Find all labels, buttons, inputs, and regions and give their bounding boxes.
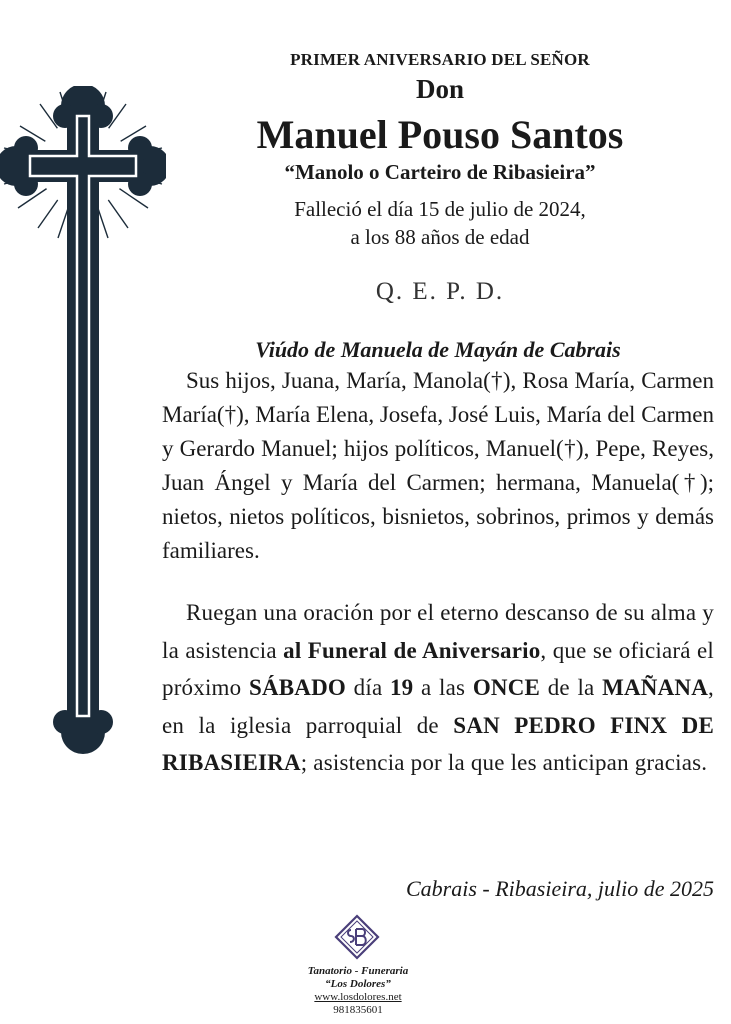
funeral-home-type: Tanatorio - Funeraria [307,965,409,977]
prayer-bold: al Funeral de Aniversario [283,637,541,663]
footer [258,965,458,1017]
phone-number: 981835601 [333,1004,383,1016]
family-paragraph: Sus hijos, Juana, María, Manola(†), Rosa María, Carmen María(†), María Elena, Josefa, José Luis, María del Carmen y Gerardo Manuel; hijos políticos, Manuel(†), Pepe, Reyes, Juan Ángel y María del Carmen; hermana, Manuela(†); nietos, nietos políticos, bisnietos, sobrinos, primos y demás familiares. [162,368,714,563]
cross-icon [0,86,166,758]
prayer-text: de la [540,675,603,700]
prayer-bold: ONCE [472,675,541,700]
age-at-death: a los 88 años de edad [350,225,530,249]
prayer-text: , que se oficiará el próximo [162,637,714,700]
funeral-home-logo-icon [334,914,380,960]
prayer-bold: MAÑANA [602,675,709,700]
prayer-bold: SAN PEDRO FINX DE RIBASIEIRA [162,712,714,775]
nickname: “Manolo o Carteiro de Ribasieira” [284,160,596,184]
prayer-text: ; asistencia por la que les anticipan gracias. [300,750,708,775]
qepd: Q. E. P. D. [375,278,505,305]
website-link[interactable]: www.losdolores.net [314,991,402,1003]
prayer-text: Ruegan una oración por el eterno descanso de su alma y la asistencia [162,600,714,663]
prayer-text: , en la iglesia parroquial de [162,675,714,738]
place-and-date: Cabrais - Ribasieira, julio de 2025 [406,876,714,901]
death-date: Falleció el día 15 de julio de 2024, [294,197,586,221]
widow-line: Viúdo de Manuela de Mayán de Cabrais [255,337,621,362]
prayer-text: día [346,675,390,700]
funeral-home-name: “Los Dolores” [325,978,391,990]
prayer-bold: SÁBADO [248,675,347,700]
prayer-bold: 19 [389,675,414,700]
honorific: Don [415,74,464,104]
anniversary-heading: PRIMER ANIVERSARIO DEL SEÑOR [290,50,590,69]
prayer-paragraph [162,594,714,782]
prayer-text: a las [413,675,473,700]
deceased-name: Manuel Pouso Santos [256,112,624,157]
